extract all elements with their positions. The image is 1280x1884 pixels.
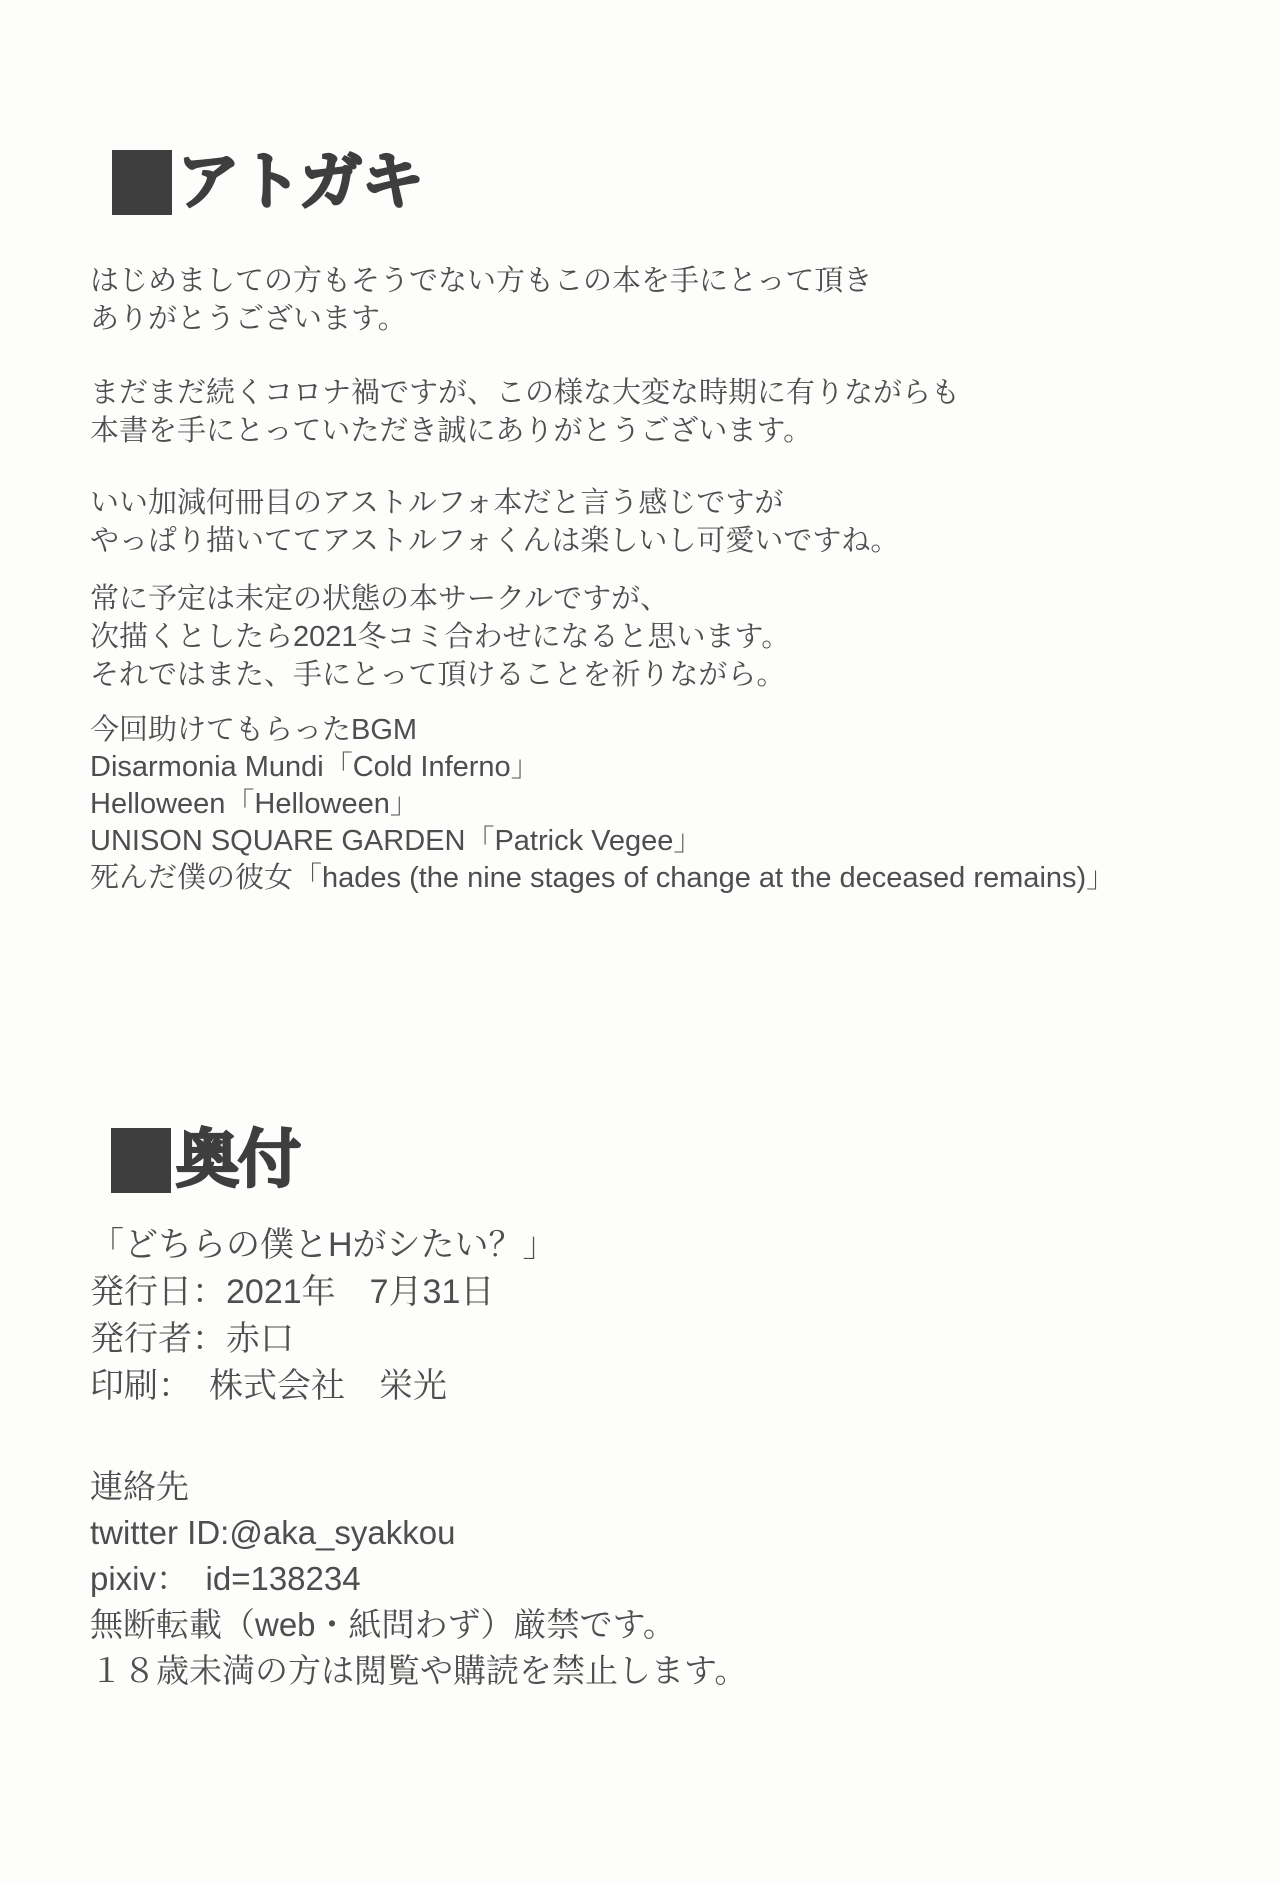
book-title: 「どちらの僕とHがシたい？」 [90, 1226, 557, 1264]
contact-label: 連絡先 [90, 1468, 189, 1505]
bgm-track-line: Disarmonia Mundi「Cold Inferno」 [90, 751, 540, 783]
reprint-notice: 無断転載（web・紙問わず）厳禁です。 [90, 1606, 676, 1643]
bgm-intro-line: 今回助けてもらったBGM [90, 714, 418, 746]
paragraph-line: まだまだ続くコロナ禍ですが、この様な大変な時期に有りながらも [90, 377, 961, 409]
paragraph-line: それではまた、手にとって頂けることを祈りながら。 [90, 659, 786, 691]
paragraph-line: 本書を手にとっていただき誠にありがとうございます。 [90, 415, 813, 447]
black-square-icon [112, 150, 172, 215]
paragraph-line: はじめましての方もそうでない方もこの本を手にとって頂き [90, 265, 873, 297]
bgm-track-line: Helloween「Helloween」 [90, 788, 419, 820]
paragraph-line: いい加減何冊目のアストルフォ本だと言う感じですが [90, 487, 784, 519]
paragraph-line: やっぱり描いててアストルフォくんは楽しいし可愛いですね。 [90, 525, 900, 557]
bgm-track-line: 死んだ僕の彼女「hades (the nine stages of change at the deceased remains)」 [90, 862, 1116, 894]
afterword-heading [112, 148, 423, 216]
black-square-icon [111, 1128, 171, 1193]
afterword-heading-text: アトガキ [177, 147, 424, 217]
age-restriction-notice: １８歳未満の方は閲覧や購読を禁止します。 [90, 1652, 748, 1689]
publisher: 発行者：赤口 [90, 1320, 294, 1358]
publish-date: 発行日：2021年 7月31日 [90, 1273, 495, 1311]
twitter-id: twitter ID:@aka_syakkou [90, 1514, 456, 1551]
colophon-contact [90, 1464, 747, 1694]
colophon-heading-text: 奥付 [176, 1125, 300, 1195]
bgm-track-line: UNISON SQUARE GARDEN「Patrick Vegee」 [90, 825, 703, 857]
afterword-paragraph-2 [90, 374, 960, 450]
paragraph-line: 常に予定は未定の状態の本サークルですが、 [90, 583, 670, 615]
afterword-paragraph-1 [90, 262, 872, 338]
colophon-heading [111, 1126, 300, 1194]
bgm-credits-list [90, 712, 1115, 897]
printer: 印刷： 株式会社 栄光 [90, 1367, 447, 1405]
paragraph-line: 次描くとしたら2021冬コミ合わせになると思います。 [90, 621, 791, 653]
colophon-info [90, 1222, 557, 1410]
paragraph-line: ありがとうございます。 [90, 303, 407, 335]
afterword-paragraph-3 [90, 484, 899, 560]
afterword-paragraph-4 [90, 580, 790, 694]
pixiv-id: pixiv： id=138234 [90, 1560, 361, 1597]
